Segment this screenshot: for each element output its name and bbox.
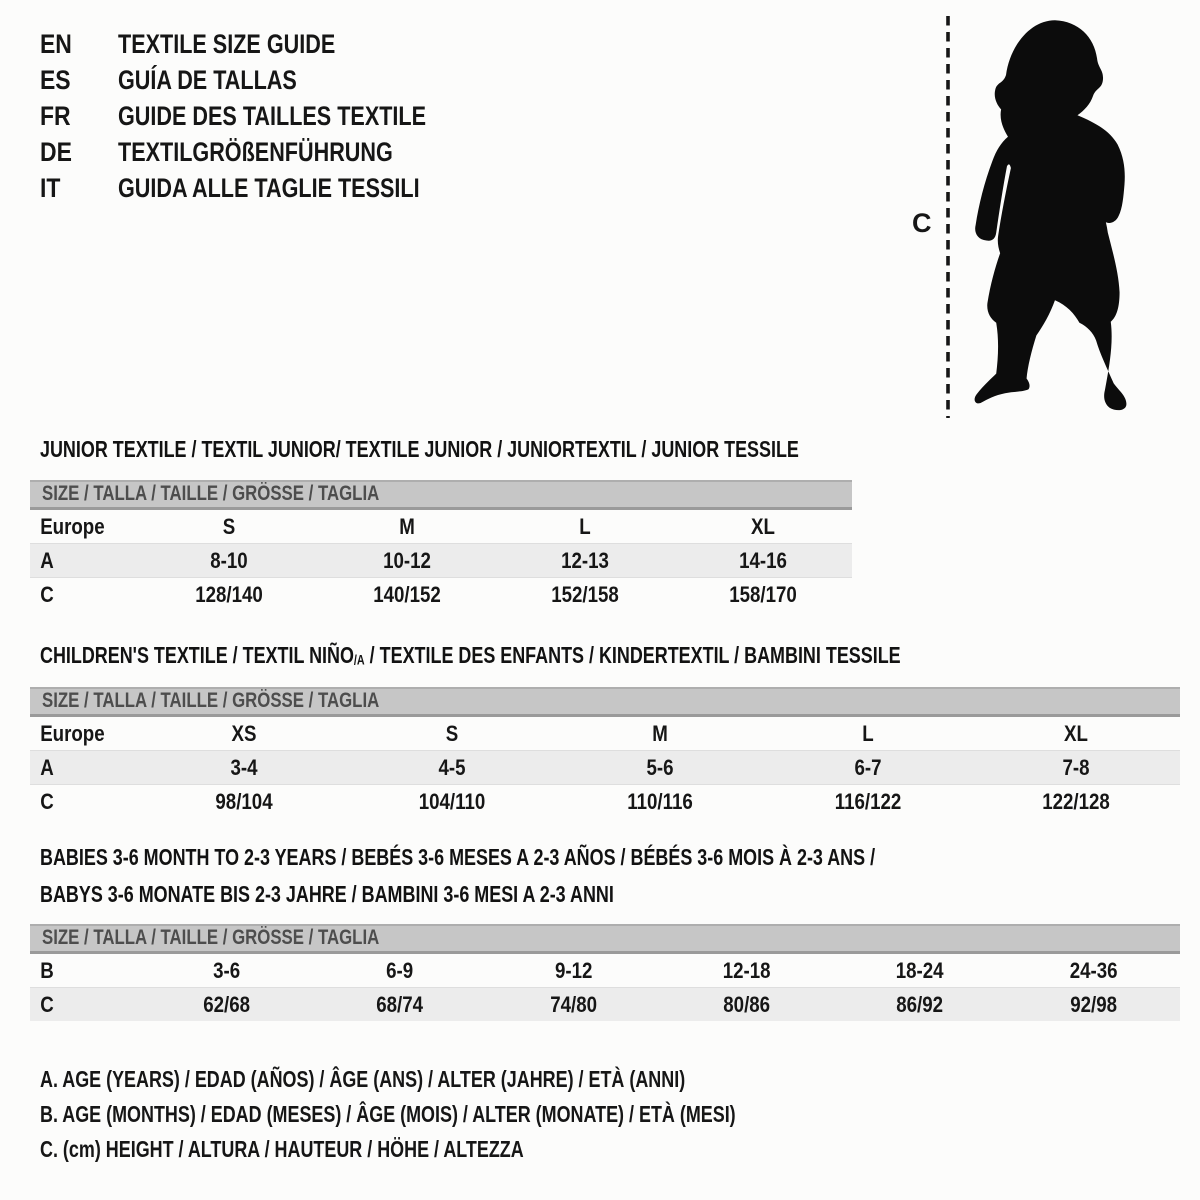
height-measure-dashed-line xyxy=(945,16,951,418)
size-value: M xyxy=(652,720,668,746)
legend-line-b: B. AGE (MONTHS) / EDAD (MESES) / ÂGE (MOIS) / ALTER (MONATE) / ETÀ (MESI) xyxy=(40,1101,736,1127)
children-section-title: CHILDREN'S TEXTILE / TEXTIL NIÑO/A / TEXTILE DES ENFANTS / KINDERTEXTIL / BAMBINI TESSILE xyxy=(40,642,901,668)
language-row-en xyxy=(40,26,503,62)
language-code: FR xyxy=(40,100,71,131)
height-value: 116/122 xyxy=(834,788,902,814)
height-value: 74/80 xyxy=(549,991,597,1017)
language-title: TEXTILGRÖßENFÜHRUNG xyxy=(118,136,393,167)
height-value: 92/98 xyxy=(1069,991,1117,1017)
age-value: 6-9 xyxy=(386,957,414,983)
height-value: 122/128 xyxy=(1042,788,1110,814)
age-value: 12-18 xyxy=(722,957,771,983)
age-value: 5-6 xyxy=(646,754,674,780)
table-row-age-years xyxy=(30,543,852,577)
age-value: 24-36 xyxy=(1069,957,1118,983)
age-value: 7-8 xyxy=(1062,754,1090,780)
row-label: A xyxy=(40,547,54,573)
language-code: EN xyxy=(40,28,72,59)
row-label: C xyxy=(40,991,54,1017)
age-value: 10-12 xyxy=(383,547,431,573)
language-title: GUIDE DES TAILLES TEXTILE xyxy=(118,100,427,131)
size-value: XS xyxy=(231,720,257,746)
age-value: 3-6 xyxy=(213,957,241,983)
height-value: 68/74 xyxy=(376,991,424,1017)
legend-line-a: A. AGE (YEARS) / EDAD (AÑOS) / ÂGE (ANS) / ALTER (JAHRE) / ETÀ (ANNI) xyxy=(40,1066,686,1092)
language-title: GUIDA ALLE TAGLIE TESSILI xyxy=(118,172,420,203)
height-value: 140/152 xyxy=(373,581,441,607)
children-size-table xyxy=(30,687,1180,818)
height-value: 62/68 xyxy=(203,991,251,1017)
height-value: 98/104 xyxy=(215,788,273,814)
age-value: 4-5 xyxy=(438,754,466,780)
height-value: 152/158 xyxy=(551,581,619,607)
height-value: 158/170 xyxy=(729,581,797,607)
baby-silhouette-icon xyxy=(960,14,1146,420)
size-value: S xyxy=(445,720,459,746)
table-row-height-cm xyxy=(30,784,1180,818)
babies-size-table xyxy=(30,924,1180,1021)
height-value: 104/110 xyxy=(418,788,486,814)
size-value: M xyxy=(399,513,415,539)
size-value: XL xyxy=(1064,720,1088,746)
babies-section-title: BABIES 3-6 MONTH TO 2-3 YEARS / BEBÉS 3-6 MESES A 2-3 AÑOS / BÉBÉS 3-6 MOIS À 2-3 ANS / BABYS 3-6 MONATE BIS 2-3 JAHRE / BAMBINI 3-6 MESI A 2-3 ANNI xyxy=(40,844,876,907)
language-code: DE xyxy=(40,136,72,167)
language-row-it xyxy=(40,170,503,206)
table-row-europe xyxy=(30,510,852,543)
row-label: Europe xyxy=(40,720,105,746)
height-value: 80/86 xyxy=(723,991,771,1017)
row-label: Europe xyxy=(40,513,105,539)
nino-a-subscript: /A xyxy=(353,652,365,668)
height-value: 110/116 xyxy=(627,788,693,814)
row-label: B xyxy=(40,957,54,983)
language-title: GUÍA DE TALLAS xyxy=(118,64,297,95)
size-header-bar: SIZE / TALLA / TAILLE / GRÖSSE / TAGLIA xyxy=(30,924,1180,954)
language-title-list xyxy=(40,26,503,206)
size-header-bar: SIZE / TALLA / TAILLE / GRÖSSE / TAGLIA xyxy=(30,687,1180,717)
language-row-fr xyxy=(40,98,503,134)
age-value: 8-10 xyxy=(210,547,248,573)
row-label: C xyxy=(40,581,54,607)
table-row-europe xyxy=(30,717,1180,750)
age-value: 18-24 xyxy=(896,957,944,983)
size-value: L xyxy=(862,720,874,746)
language-row-de xyxy=(40,134,503,170)
measurement-legend xyxy=(40,1062,932,1167)
age-value: 9-12 xyxy=(554,957,593,983)
size-header-bar: SIZE / TALLA / TAILLE / GRÖSSE / TAGLIA xyxy=(30,480,852,510)
table-row-height-cm xyxy=(30,577,852,611)
age-value: 14-16 xyxy=(739,547,787,573)
language-code: IT xyxy=(40,172,61,203)
height-measure-label: C xyxy=(912,208,932,238)
legend-line-c: C. (cm) HEIGHT / ALTURA / HAUTEUR / HÖHE / ALTEZZA xyxy=(40,1136,524,1162)
junior-size-table xyxy=(30,480,852,611)
size-value: S xyxy=(222,513,236,539)
row-label: A xyxy=(40,754,54,780)
size-value: L xyxy=(579,513,591,539)
age-value: 3-4 xyxy=(230,754,258,780)
language-code: ES xyxy=(40,64,71,95)
height-value: 128/140 xyxy=(195,581,263,607)
size-value: XL xyxy=(751,513,775,539)
row-label: C xyxy=(40,788,54,814)
table-row-age-months xyxy=(30,954,1180,987)
table-row-height-cm xyxy=(30,987,1180,1021)
table-row-age-years xyxy=(30,750,1180,784)
age-value: 12-13 xyxy=(561,547,609,573)
height-value: 86/92 xyxy=(896,991,944,1017)
junior-section-title: JUNIOR TEXTILE / TEXTIL JUNIOR/ TEXTILE JUNIOR / JUNIORTEXTIL / JUNIOR TESSILE xyxy=(40,436,799,462)
age-value: 6-7 xyxy=(854,754,882,780)
language-title: TEXTILE SIZE GUIDE xyxy=(118,28,336,59)
language-row-es xyxy=(40,62,503,98)
